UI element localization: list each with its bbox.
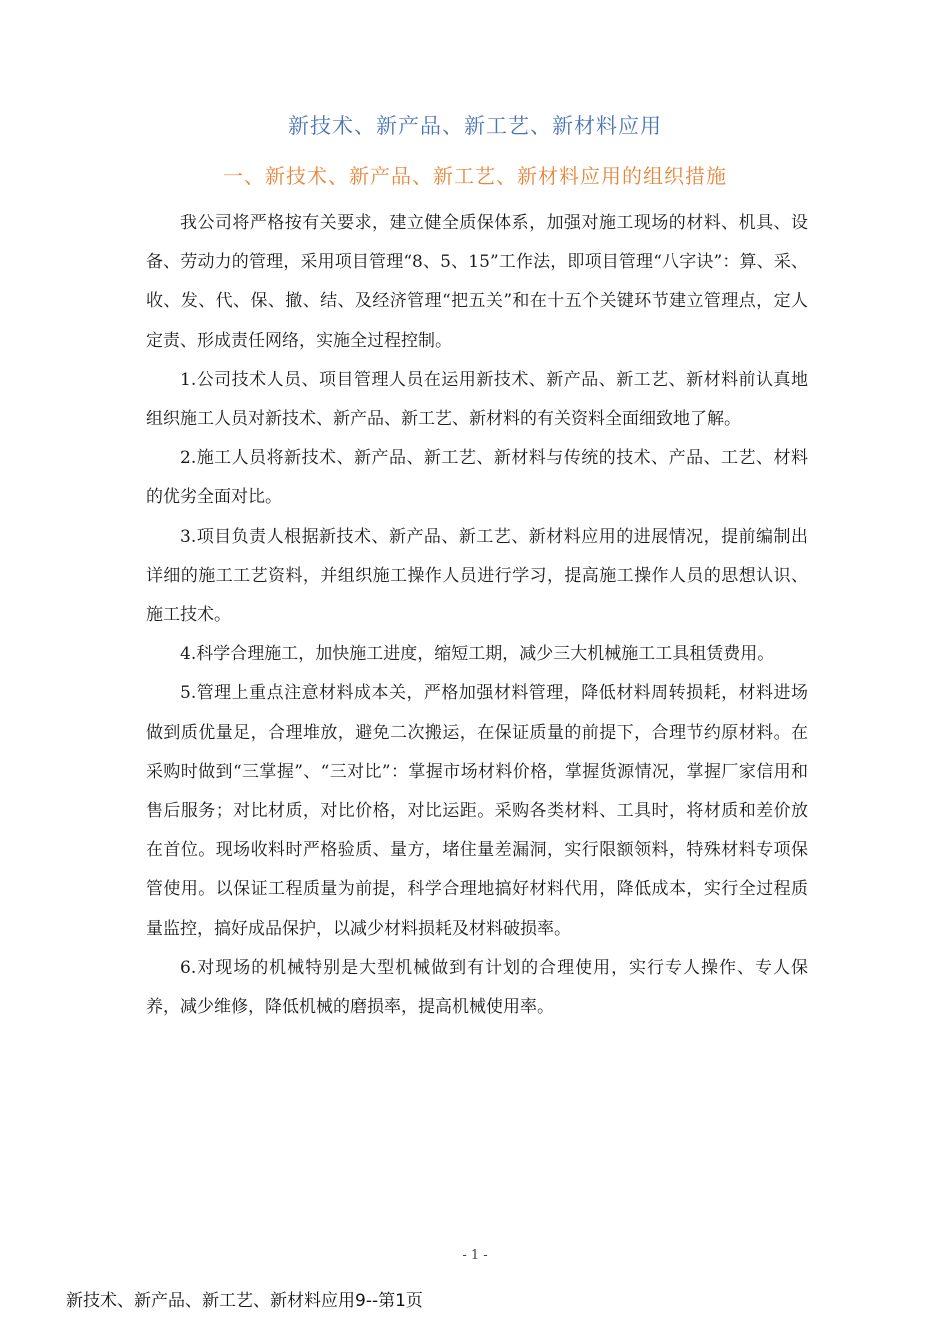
list-item-4: 4.科学合理施工，加快施工进度，缩短工期，减少三大机械施工工具租赁费用。 <box>180 644 775 665</box>
footer-caption: 新技术、新产品、新工艺、新材料应用9--第1页 <box>66 1291 423 1311</box>
document-title: 新技术、新产品、新工艺、新材料应用 <box>288 114 662 138</box>
list-item-6: 6.对现场的机械特别是大型机械做到有计划的合理使用，实行专人操作、专人保养，减少维修，降低机械的磨损率，提高机械使用率。 <box>146 957 808 1018</box>
section-heading: 一、新技术、新产品、新工艺、新材料应用的组织措施 <box>223 164 727 188</box>
page-number: - 1 - <box>462 1248 488 1263</box>
intro-paragraph: 我公司将严格按有关要求，建立健全质保体系，加强对施工现场的材料、机具、设备、劳动力的管理，采用项目管理“8、5、15”工作法，即项目管理“八字诀”：算、采、收、发、代、保、撤、结、及经济管理“把五关”和在十五个关键环节建立管理点，定人定责、形成责任网络，实施全过程控制。 <box>146 213 808 351</box>
list-item-1: 1.公司技术人员、项目管理人员在运用新技术、新产品、新工艺、新材料前认真地组织施工人员对新技术、新产品、新工艺、新材料的有关资料全面细致地了解。 <box>146 369 808 430</box>
list-item-2: 2.施工人员将新技术、新产品、新工艺、新材料与传统的技术、产品、工艺、材料的优劣全面对比。 <box>146 448 808 508</box>
document-body <box>146 204 808 1027</box>
list-item-5: 5.管理上重点注意材料成本关，严格加强材料管理，降低材料周转损耗，材料进场做到质优量足，合理堆放，避免二次搬运，在保证质量的前提下，合理节约原材料。在采购时做到“三掌握”、“三对比”：掌握市场材料价格，掌握货源情况，掌握厂家信用和售后服务；对比材质，对比价格，对比运距。采购各类材料、工具时，将材质和差价放在首位。现场收料时严格验质、量方，堵住量差漏洞，实行限额领料，特殊材料专项保管使用。以保证工程质量为前提，科学合理地搞好材料代用，降低成本，实行全过程质量监控，搞好成品保护，以减少材料损耗及材料破损率。 <box>146 683 808 939</box>
list-item-3: 3.项目负责人根据新技术、新产品、新工艺、新材料应用的进展情况，提前编制出详细的施工工艺资料，并组织施工操作人员进行学习，提高施工操作人员的思想认识、施工技术。 <box>146 526 808 626</box>
